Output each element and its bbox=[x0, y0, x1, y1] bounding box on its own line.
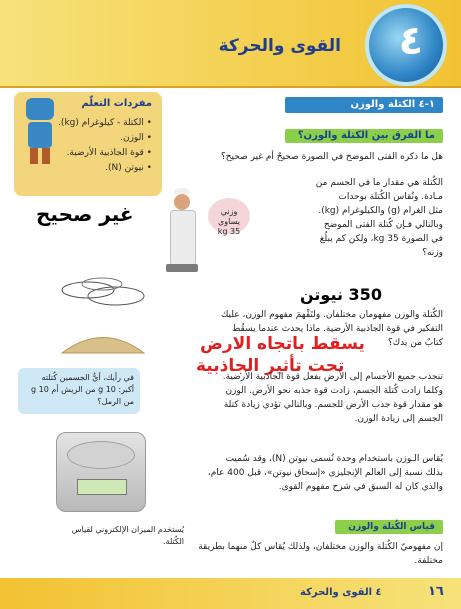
vocab-item: • الكتلة - كيلوغرام (kg). bbox=[58, 118, 152, 128]
chapter-header bbox=[0, 0, 461, 88]
speech-bubble-text: وزني يساوي 35 kg bbox=[217, 207, 241, 236]
vocab-item: • نيوتن (N). bbox=[105, 163, 152, 173]
page-number: ١٦ bbox=[428, 584, 444, 599]
newton-paragraph: يُقاس الـوزن باستخدام وحدة تُسمى نيوتن (N)، وقد سُميت بذلك نسبة إلى العالم الإنجليزي «إسحاق نيوتن»، قبل 400 عام، والذي كان له السبق في شرح مفهوم القوى. bbox=[207, 454, 443, 492]
sand-pile-image bbox=[60, 326, 146, 354]
boy-on-scale-illustration bbox=[164, 188, 200, 274]
vocab-item: • الوزن. bbox=[120, 133, 152, 143]
weight-intro-paragraph: الكُتلة والوزن مفهومان مختلفان. ولتَفْهمَ مفهوم الوزن، عليك التفكير في قوة الجاذبية الأرضية. ماذا يحدث عندما يسقُط كتابٌ من يدك؟ bbox=[220, 310, 443, 348]
handwritten-note-gravity: تحت تأثير الجاذبية bbox=[196, 356, 345, 376]
handwritten-answer-newton: 350 نيوتن bbox=[300, 285, 382, 304]
balance-caption: يُستخدم الميزان الإلكتروني لقياس الكُتلة. bbox=[71, 525, 184, 546]
chapter-number: ٤ bbox=[398, 18, 423, 64]
handwritten-answer-wrong: غير صحيح bbox=[36, 202, 134, 226]
measuring-paragraph: إن مفهوميّ الكُتلة والوزن مختلفان، ولذلك يُقاس كلٌ منهما بطريقة مختلفة. bbox=[198, 542, 443, 566]
vocabulary-list bbox=[58, 116, 152, 176]
page-footer bbox=[0, 578, 461, 609]
vocab-item: • قوة الجاذبية الأرضية. bbox=[66, 148, 152, 158]
electronic-balance-image bbox=[56, 432, 146, 512]
measuring-header: قياس الكُتلة والوزن bbox=[335, 520, 443, 534]
mass-paragraph: الكُتلة هي مقدار ما في الجسم من مـادة. وتُقاس الكُتلة بوحدات مثل الغرام (g) والكيلوغرام (kg). وبالتالي فـإن كُتلة الفتى الموضح في الصورة 35 kg، ولكن كم يبلُغ وزنه؟ bbox=[315, 178, 443, 258]
gravity-paragraph: تنجذب جميع الأجسام إلى الأرض بفعل قوة الجاذبية الأرضية. وكلما زادت كُتلة الجسم، زادت قوة جذبه نحو الأرض. الوزن هو مقدار قوة جذب الأرض للجسم. وبالتالي تؤدي زيادة كتلة الجسم إلى زيادة الوزن. bbox=[222, 372, 443, 424]
footer-chapter-title: ٤ القوى والحركة bbox=[300, 587, 382, 598]
robot-mascot-icon bbox=[18, 92, 62, 164]
handwritten-note-falls: يسقط باتجاه الارض bbox=[200, 334, 365, 354]
question-text: هل ما ذكره الفتى الموضح في الصورة صحيحٌ أم غير صحيح؟ bbox=[220, 152, 443, 162]
section-label: ١-٤ الكتلة والوزن bbox=[285, 97, 443, 113]
chapter-title: القوى والحركة bbox=[218, 36, 341, 56]
feathers-sand-caption: في رأيك، أيُّ الجسمين كُتلته أكبر: 10 g من الريش أم 10 g من الرمل؟ bbox=[18, 368, 140, 414]
question-header: ما الفرق بين الكتلة والوزن؟ bbox=[285, 129, 443, 143]
feathers-image bbox=[58, 272, 148, 312]
vocabulary-title: مفردات التعلّم bbox=[81, 98, 152, 109]
